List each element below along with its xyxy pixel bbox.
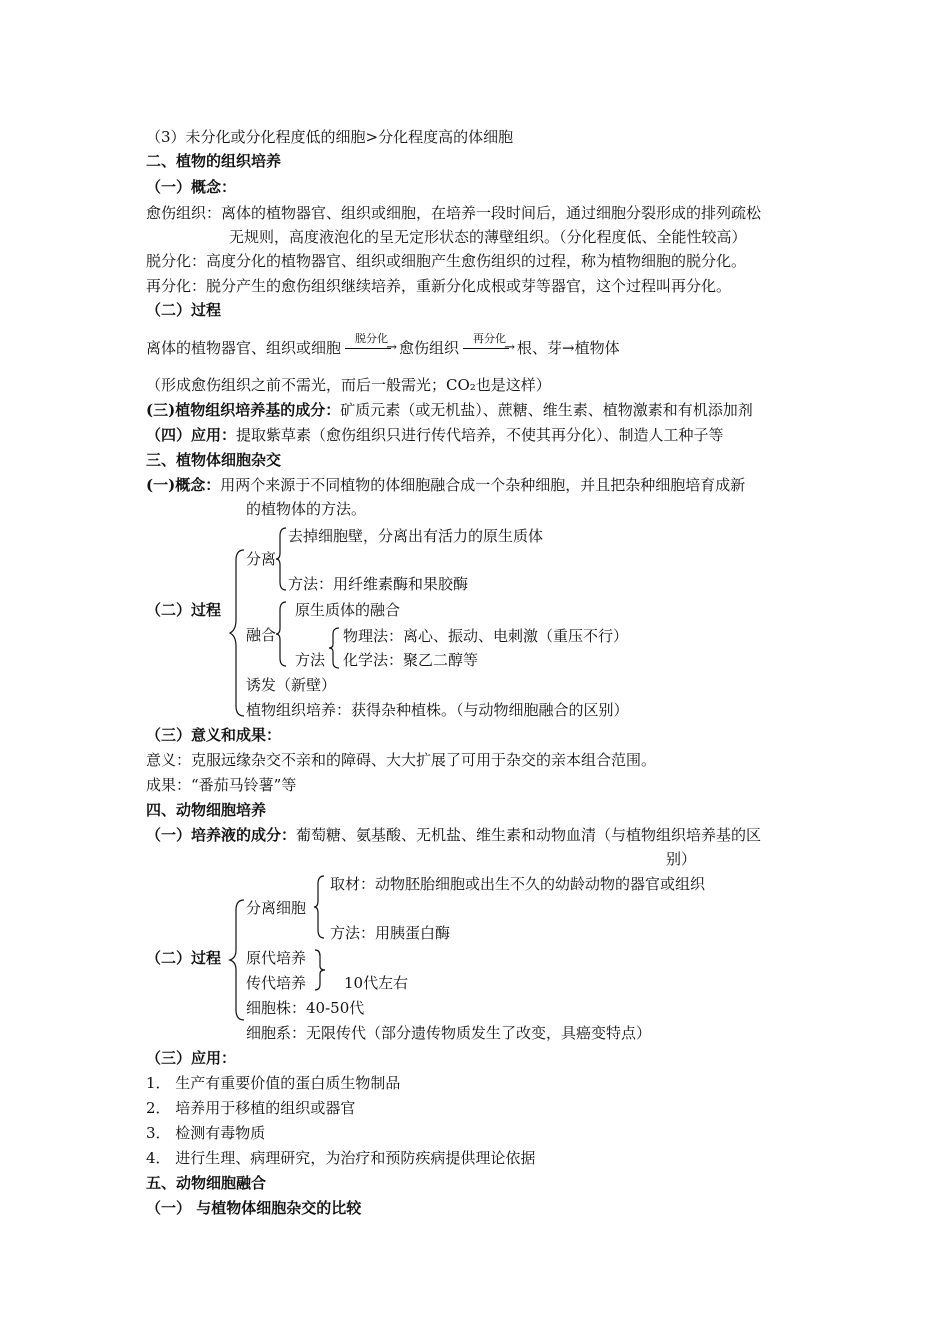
text-line: （形成愈伤组织之前不需光，而后一般需光；CO₂也是这样）: [146, 376, 551, 394]
tree-leaf: 化学法：聚乙二醇等: [343, 651, 479, 669]
text-line: 再分化：脱分产生的愈伤组织继续培养，重新分化成根或芽等器官，这个过程叫再分化。: [146, 277, 732, 295]
section-heading: 五、动物细胞融合: [146, 1174, 267, 1192]
flow-middle: 愈伤组织: [399, 339, 460, 357]
list-item: 2． 培养用于移植的组织或器官: [146, 1099, 356, 1117]
subheading: （四）应用：: [146, 426, 237, 444]
brace-icon: [274, 600, 290, 668]
section-heading: 二、植物的组织培养: [146, 152, 282, 170]
flow-end: 根、芽→植物体: [517, 339, 620, 357]
text-line: [146, 825, 761, 845]
tree-node: 分离: [246, 550, 277, 568]
arrow-icon: 再分化 →: [459, 338, 517, 358]
subheading: （一）概念：: [146, 178, 237, 196]
tree-leaf: 10代左右: [344, 974, 409, 992]
text-line: 别）: [666, 850, 697, 868]
tree-node: 传代培养: [246, 974, 307, 992]
text-line: 愈伤组织：离体的植物器官、组织或细胞，在培养一段时间后，通过细胞分裂形成的排列疏松: [146, 204, 762, 222]
subheading: （三）意义和成果：: [146, 726, 282, 744]
list-item: 4． 进行生理、病理研究，为治疗和预防疾病提供理论依据: [146, 1149, 536, 1167]
text-line: [146, 425, 724, 445]
text-line: 的植物体的方法。: [246, 500, 367, 518]
brace-icon: [228, 548, 248, 718]
subheading: (一)概念：: [146, 476, 221, 494]
tree-node: 细胞系：无限传代（部分遗传物质发生了改变，具癌变特点）: [246, 1024, 652, 1042]
tree-leaf: 方法：用胰蛋白酶: [330, 924, 451, 942]
subheading: （一） 与植物体细胞杂交的比较: [146, 1199, 362, 1217]
section-heading: 三、植物体细胞杂交: [146, 451, 282, 469]
text-inline: 葡萄糖、氨基酸、无机盐、维生素和动物血清（与植物组织培养基的区: [296, 826, 762, 844]
arrow-icon: 脱分化 →: [341, 338, 399, 358]
brace-icon: [312, 874, 328, 940]
tree-node: 原代培养: [246, 949, 307, 967]
brace-icon: [228, 898, 248, 1022]
tree-node: 分离细胞: [246, 899, 307, 917]
flow-line: [146, 332, 620, 358]
text-line: 无规则，高度液泡化的呈无定形状态的薄壁组织。（分化程度低、全能性较高）: [229, 228, 747, 246]
text-line: 脱分化：高度分化的植物器官、组织或细胞产生愈伤组织的过程，称为植物细胞的脱分化。: [146, 252, 747, 270]
tree-leaf: 方法：用纤维素酶和果胶酶: [288, 575, 469, 593]
subheading: （二）过程: [146, 601, 222, 619]
brace-icon: [327, 626, 343, 670]
tree-leaf: 取材：动物胚胎细胞或出生不久的幼龄动物的器官或组织: [330, 875, 706, 893]
text-inline: 矿质元素（或无机盐）、蔗糖、维生素、植物激素和有机添加剂: [340, 401, 753, 419]
text-line: 意义：克服远缘杂交不亲和的障碍、大大扩展了可用于杂交的亲本组合范围。: [146, 751, 657, 769]
arrow-label: 脱分化: [355, 332, 389, 345]
tree-node: 融合: [246, 626, 277, 644]
text-line: （3）未分化或分化程度低的细胞>分化程度高的体细胞: [146, 128, 514, 146]
tree-node: 细胞株：40-50代: [246, 999, 365, 1017]
subheading: （二）过程: [146, 301, 222, 319]
tree-leaf: 原生质体的融合: [295, 601, 401, 619]
tree-node: 植物组织培养：获得杂种植株。（与动物细胞融合的区别）: [246, 701, 629, 719]
subheading: （三）应用：: [146, 1049, 237, 1067]
tree-node: 诱发（新壁）: [246, 676, 337, 694]
section-heading: 四、动物细胞培养: [146, 801, 267, 819]
flow-start: 离体的植物器官、组织或细胞: [146, 339, 342, 357]
subheading: （一）培养液的成分：: [146, 826, 297, 844]
text-inline: 用两个来源于不同植物的体细胞融合成一个杂种细胞，并且把杂种细胞培育成新: [220, 476, 746, 494]
tree-leaf: 物理法：离心、振动、电刺激（重压不行）: [343, 627, 629, 645]
tree-leaf: 去掉细胞壁，分离出有活力的原生质体: [288, 527, 544, 545]
arrow-label: 再分化: [473, 332, 507, 345]
text-line: [146, 400, 753, 420]
list-item: 3． 检测有毒物质: [146, 1124, 266, 1142]
list-item: 1． 生产有重要价值的蛋白质生物制品: [146, 1074, 401, 1092]
tree-node: 方法: [295, 651, 326, 669]
subheading: （二）过程: [146, 949, 222, 967]
text-line: 成果：“番茄马铃薯”等: [146, 776, 297, 794]
text-line: [146, 475, 745, 495]
brace-icon: [313, 948, 327, 992]
text-inline: 提取紫草素（愈伤组织只进行传代培养，不使其再分化）、制造人工种子等: [236, 426, 724, 444]
subheading: (三)植物组织培养基的成分：: [146, 401, 341, 419]
